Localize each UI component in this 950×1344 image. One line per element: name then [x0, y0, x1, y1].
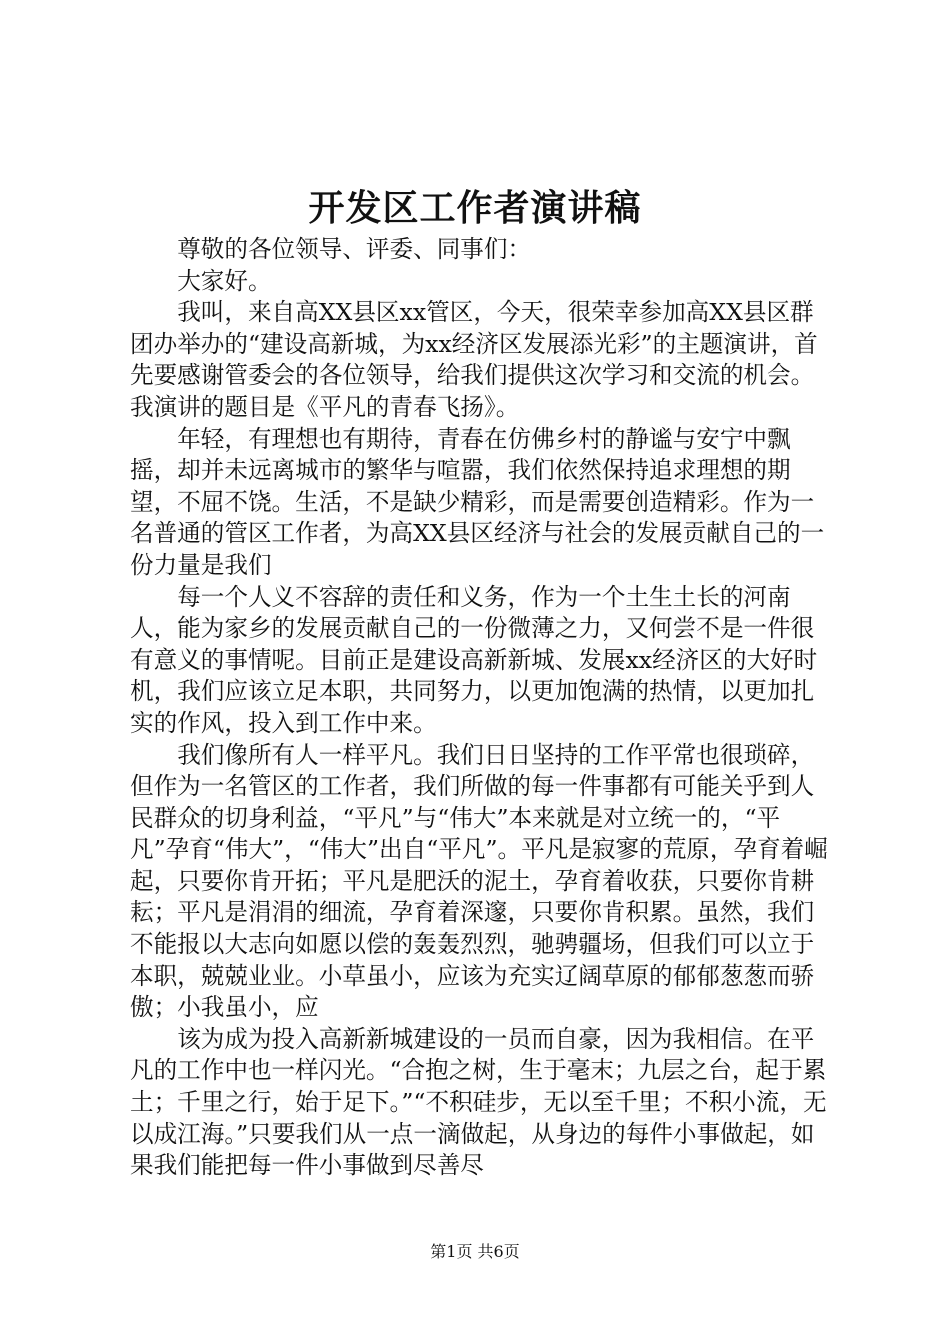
paragraph-introduction: 我叫，来自高XX县区xx管区，今天，很荣幸参加高XX县区群团办举办的“建设高新城，为xx经济区发展添光彩”的主题演讲，首先要感谢管委会的各位领导，给我们提供这次学习和交流的机会。我演讲的题目是《平凡的青春飞扬》。 — [130, 298, 818, 421]
paragraph-responsibility: 每一个人义不容辞的责任和义务，作为一个土生土长的河南人，能为家乡的发展贡献自己的一份微薄之力，又何尝不是一件很有意义的事情呢。目前正是建设高新新城、发展xx经济区的大好时机，我们应该立足本职，共同努力，以更加饱满的热情，以更加扎实的作风，投入到工作中来。 — [130, 582, 818, 737]
paragraph-greeting: 大家好。 — [177, 266, 272, 295]
paragraph-youth: 年轻，有理想也有期待，青春在仿佛乡村的静谧与安宁中飘摇，却并未远离城市的繁华与喧嚣，我们依然保持追求理想的期望，不屈不饶。生活，不是缺少精彩，而是需要创造精彩。作为一名普通的管区工作者，为高XX县区经济与社会的发展贡献自己的一份力量是我们 — [130, 424, 825, 579]
page-number: 第1页 共6页 — [430, 1242, 520, 1261]
paragraph-ordinary: 我们像所有人一样平凡。我们日日坚持的工作平常也很琐碎，但作为一名管区的工作者，我们所做的每一件事都有可能关乎到人民群众的切身利益，“平凡”与“伟大”本来就是对立统一的，“平凡”孕育“伟大”，“伟大”出自“平凡”。平凡是寂寥的荒原，孕育着崛起，只要你肯开拓；平凡是肥沃的泥土，孕育着收获，只要你肯耕耘；平凡是涓涓的细流，孕育着深邃，只要你肯积累。虽然，我们不能报以大志向如愿以偿的轰轰烈烈，驰骋疆场，但我们可以立于本职，兢兢业业。小草虽小，应该为充实辽阔草原的郁郁葱葱而骄傲；小我虽小，应 — [130, 740, 828, 1022]
paragraph-salutation: 尊敬的各位领导、评委、同事们： — [177, 235, 532, 263]
paragraph-proud: 该为成为投入高新新城建设的一员而自豪，因为我相信。在平凡的工作中也一样闪光。“合抱之树，生于毫末；九层之台，起于累土；千里之行，始于足下。”“不积硅步，无以至千里；不积小流，无以成江海。”只要我们从一点一滴做起，从身边的每件小事做起，如果我们能把每一件小事做到尽善尽 — [130, 1024, 827, 1180]
document-title: 开发区工作者演讲稿 — [308, 187, 642, 229]
document-body — [130, 234, 830, 1182]
